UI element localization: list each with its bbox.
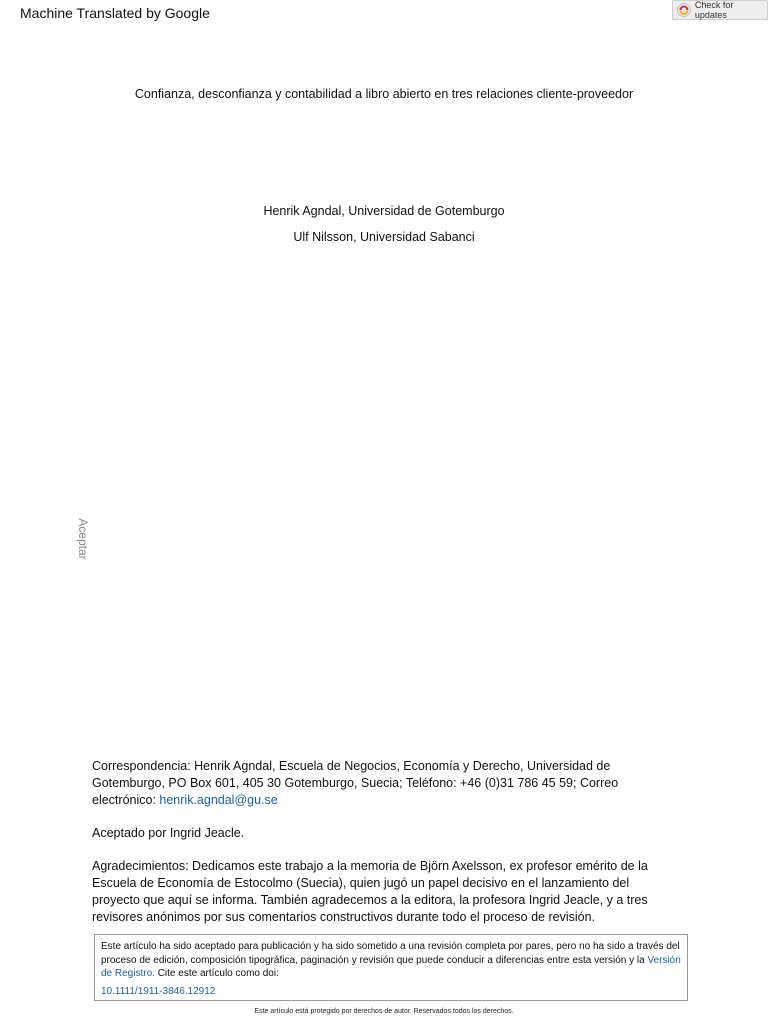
check-for-updates-button[interactable]	[672, 0, 768, 20]
check-updates-icon	[677, 3, 691, 17]
disclaimer-cite-text: Cite este artículo como doi:	[154, 968, 279, 979]
doi-link[interactable]: 10.1111/1911-3846.12912	[101, 985, 216, 997]
correspondence	[92, 758, 678, 809]
machine-translated-banner: Machine Translated by Google	[20, 5, 210, 21]
paper-title: Confianza, desconfianza y contabilidad a libro abierto en tres relaciones cliente-proveedor	[134, 87, 634, 101]
disclaimer-box	[94, 934, 688, 1001]
correspondence-text: Correspondencia: Henrik Agndal, Escuela de Negocios, Economía y Derecho, Universidad de Gotemburgo, PO Box 601, 405 30 Gotemburgo, Suecia; Teléfono: +46 (0)31 786 45 59; Correo electrónico:	[92, 759, 619, 807]
email-link[interactable]: henrik.agndal@gu.se	[159, 793, 278, 807]
copyright-footer: Este artículo está protegido por derechos de autor. Reservados todos los derechos.	[254, 1008, 514, 1015]
check-updates-label: Check for updates	[694, 0, 734, 20]
acknowledgements: Agradecimientos: Dedicamos este trabajo a la memoria de Björn Axelsson, ex profesor emérito de la Escuela de Economía de Estocolmo (Suecia), quien jugó un papel decisivo en el lanzamiento del proyecto que aquí se informa. También agradecemos a la editora, la profesora Ingrid Jeacle, y a tres revisores anónimos por sus comentarios constructivos durante todo el proceso de revisión.	[92, 859, 648, 924]
author-2: Ulf Nilsson, Universidad Sabanci	[293, 230, 475, 244]
accepted-margin-note: Aceptar	[76, 518, 90, 560]
disclaimer-text: Este artículo ha sido aceptado para publicación y ha sido sometido a una revisión completa por pares, pero no ha sido a través del proceso de edición, composición tipográfica, paginación y revisión que puede conducir a diferencias entre esta versión y la	[101, 941, 680, 966]
version-of-record-link[interactable]: Versión de Registro.	[101, 954, 681, 979]
author-1: Henrik Agndal, Universidad de Gotemburgo	[263, 204, 505, 218]
accepted-by: Aceptado por Ingrid Jeacle.	[92, 826, 245, 840]
